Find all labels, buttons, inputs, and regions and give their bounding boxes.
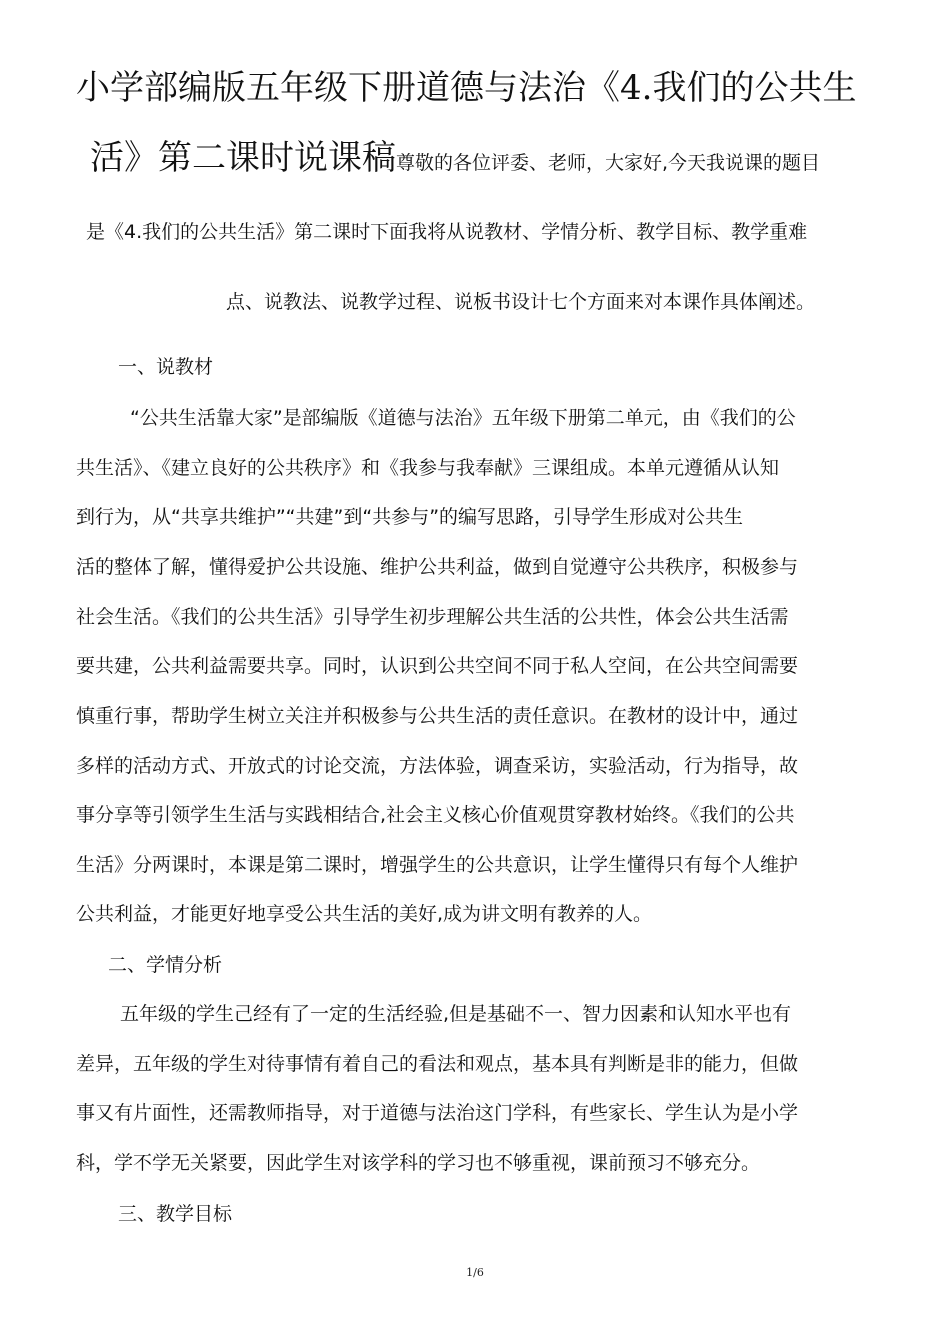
section1-line-5: 社会生活。《我们的公共生活》引导学生初步理解公共生活的公共性，体会公共生活需 xyxy=(76,606,789,628)
section-heading-3: 三、教学目标 xyxy=(118,1203,233,1225)
intro-line-1: 尊敬的各位评委、老师，大家好,今天我说课的题目 xyxy=(396,152,821,174)
section1-line-9: 事分享等引领学生生活与实践相结合,社会主义核心价值观贯穿教材始终。《我们的公共 xyxy=(76,804,795,826)
title-text-2: 活》第二课时说课稿 xyxy=(90,138,396,178)
section1-line-6: 要共建，公共利益需要共享。同时，认识到公共空间不同于私人空间，在公共空间需要 xyxy=(76,655,799,677)
document-title-line-2 xyxy=(90,136,820,185)
section2-line-1: 五年级的学生己经有了一定的生活经验,但是基础不一、智力因素和认知水平也有 xyxy=(120,1003,792,1025)
section-heading-2: 二、学情分析 xyxy=(108,954,223,976)
section1-line-11: 公共利益，才能更好地享受公共生活的美好,成为讲文明有教养的人。 xyxy=(76,903,653,925)
document-title-line-1 xyxy=(76,66,856,110)
page-number: 1/6 xyxy=(466,1266,484,1279)
section1-line-1: “公共生活靠大家”是部编版《道德与法治》五年级下册第二单元，由《我们的公 xyxy=(130,407,796,429)
section-heading-1: 一、说教材 xyxy=(118,356,214,378)
intro-line-2: 是《4.我们的公共生活》第二课时下面我将从说教材、学情分析、教学目标、教学重难 xyxy=(86,221,808,243)
section1-line-10: 生活》分两课时，本课是第二课时，增强学生的公共意识，让学生懂得只有每个人维护 xyxy=(76,854,799,876)
section1-line-8: 多样的活动方式、开放式的讨论交流，方法体验，调查采访，实验活动，行为指导，故 xyxy=(76,755,799,777)
section1-line-3: 到行为，从“共享共维护”“共建”到“共参与”的编写思路，引导学生形成对公共生 xyxy=(76,506,744,528)
section2-line-2: 差异，五年级的学生对待事情有着自己的看法和观点，基本具有判断是非的能力，但做 xyxy=(76,1053,799,1075)
section2-line-4: 科，学不学无关紧要，因此学生对该学科的学习也不够重视，课前预习不够充分。 xyxy=(76,1152,761,1174)
section2-line-3: 事又有片面性，还需教师指导，对于道德与法治这门学科，有些家长、学生认为是小学 xyxy=(76,1102,799,1124)
section1-line-2: 共生活》、《建立良好的公共秩序》和《我参与我奉献》三课组成。本单元遵循从认知 xyxy=(76,457,780,479)
intro-line-3: 点、说教法、说教学过程、说板书设计七个方面来对本课作具体阐述。 xyxy=(226,291,816,313)
title-text-1: 小学部编版五年级下册道德与法治《4.我们的公共生 xyxy=(76,68,857,108)
section1-line-4: 活的整体了解，懂得爱护公共设施、维护公共利益，做到自觉遵守公共秩序，积极参与 xyxy=(76,556,799,578)
section1-line-7: 慎重行事，帮助学生树立关注并积极参与公共生活的责任意识。在教材的设计中，通过 xyxy=(76,705,799,727)
